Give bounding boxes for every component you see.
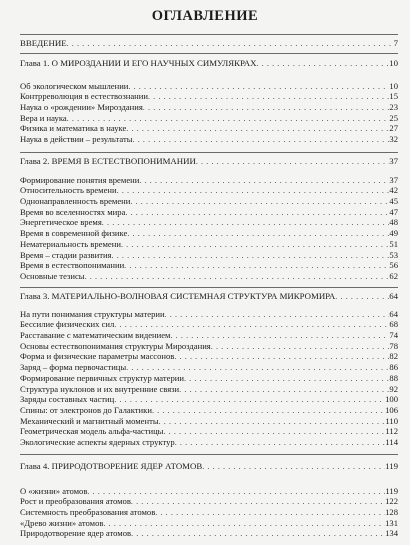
divider [20, 454, 398, 455]
toc-row[interactable] [20, 351, 398, 362]
toc-label: Форма и физические параметры массонов [20, 351, 175, 362]
toc-row-chapter-4[interactable] [20, 461, 398, 472]
dot-leader [165, 310, 390, 320]
toc-label: Основные тезисы [20, 270, 85, 281]
toc-page-number: 86 [389, 362, 398, 373]
toc-label: Природотворение ядер атомов [20, 528, 132, 539]
toc-row[interactable] [20, 185, 398, 196]
toc-page-number: 23 [389, 102, 398, 113]
toc-label: Глава 4. ПРИРОДОТВОРЕНИЕ ЯДЕР АТОМОВ [20, 461, 203, 471]
toc-page-number: 49 [389, 228, 398, 239]
toc-row[interactable] [20, 416, 398, 427]
toc-row[interactable] [20, 373, 398, 384]
chapter-4-entries [20, 486, 398, 539]
toc-page-number: 119 [385, 485, 398, 496]
toc-row[interactable] [20, 309, 398, 320]
toc-row[interactable] [20, 341, 398, 352]
toc-label: На пути понимания структуры материи [20, 308, 165, 319]
toc-label: О «жизни» атомов [20, 485, 88, 496]
toc-page-number: 37 [389, 174, 398, 185]
dot-leader [175, 438, 386, 448]
toc-page-number: 134 [385, 528, 398, 539]
dot-leader [148, 92, 389, 102]
divider [20, 152, 398, 153]
toc-page-number: 64 [389, 291, 398, 301]
toc-row[interactable] [20, 394, 398, 405]
toc-row[interactable] [20, 250, 398, 261]
toc-label: Экологические аспекты ядерных структур [20, 436, 175, 447]
toc-row[interactable] [20, 228, 398, 239]
chapter-3-entries [20, 309, 398, 448]
dot-leader [159, 417, 386, 427]
dot-leader [184, 374, 389, 384]
divider [20, 53, 398, 54]
toc-label: Время в современной физике [20, 228, 128, 239]
toc-label: Наука о «рождении» Мироздания [20, 102, 143, 113]
dot-leader [131, 497, 385, 507]
dot-leader [174, 352, 389, 362]
page-title: ОГЛАВЛЕНИЕ [151, 8, 259, 24]
dot-leader [163, 427, 385, 437]
toc-row-chapter-2[interactable] [20, 156, 398, 167]
toc-page-number: 27 [389, 123, 398, 134]
toc-row-chapter-3[interactable] [20, 291, 398, 302]
toc-row[interactable] [20, 102, 398, 113]
toc-row[interactable] [20, 496, 398, 507]
chapter-1-section [20, 58, 398, 145]
toc-row[interactable] [20, 91, 398, 102]
toc-page-number: 10 [389, 80, 398, 91]
toc-row[interactable] [20, 207, 398, 218]
toc-label: Время – стадии развития [20, 249, 112, 260]
toc-page-number: 100 [385, 394, 398, 405]
toc-page-number: 78 [389, 340, 398, 351]
toc-page-number: 128 [385, 507, 398, 518]
toc-label: Об экологическом мышлении [20, 80, 129, 91]
toc-label: Структура нуклонов и их внутренние связи [20, 383, 180, 394]
toc-row[interactable] [20, 134, 398, 145]
dot-leader [155, 508, 385, 518]
toc-page-number: 82 [389, 351, 398, 362]
toc-page-number: 45 [389, 196, 398, 207]
toc-label: Время во вселенностях мира [20, 206, 126, 217]
dot-leader [121, 240, 389, 250]
dot-leader [117, 186, 390, 196]
toc-page-number: 10 [389, 58, 398, 68]
dot-leader [127, 229, 389, 239]
toc-page-number: 47 [389, 206, 398, 217]
toc-row-intro[interactable] [20, 38, 398, 49]
toc-label: Глава 1. О МИРОЗДАНИИ И ЕГО НАУЧНЫХ СИМУЛЯКРАХ [20, 58, 257, 68]
divider [20, 287, 398, 288]
toc-row[interactable] [20, 217, 398, 228]
dot-leader [114, 320, 389, 330]
toc-label: Спины: от электронов до Галактики [20, 404, 152, 415]
toc-row[interactable] [20, 362, 398, 373]
toc-label: Формирование первичных структур материи [20, 372, 184, 383]
toc-page-number: 112 [385, 426, 398, 437]
dot-leader [131, 529, 385, 539]
toc-label: Геометрическая модель альфа-частицы [20, 426, 164, 437]
dot-leader [196, 157, 389, 167]
dot-leader [102, 218, 390, 228]
toc-label: Контрреволюция в естествознании [20, 91, 148, 102]
toc-page-number: 42 [389, 185, 398, 196]
toc-page-number: 32 [389, 134, 398, 145]
toc-row[interactable] [20, 528, 398, 539]
toc-page-number: 92 [389, 383, 398, 394]
dot-leader [126, 363, 389, 373]
toc-page-number: 48 [389, 217, 398, 228]
toc-page-number: 106 [385, 404, 398, 415]
chapter-2-section [20, 156, 398, 282]
divider [20, 34, 398, 35]
toc-label: Время в естествопонимании [20, 260, 125, 271]
toc-label: Основы естествопонимания структуры Мироздания [20, 340, 211, 351]
toc-row[interactable] [20, 518, 398, 529]
toc-page-number: 122 [385, 496, 398, 507]
toc-page-number: 68 [389, 319, 398, 330]
toc-row[interactable] [20, 81, 398, 92]
toc-row[interactable] [20, 271, 398, 282]
toc-label: Механический и магнитный моменты [20, 415, 159, 426]
toc-row[interactable] [20, 175, 398, 186]
dot-leader [85, 272, 390, 282]
toc-page-number: 114 [385, 436, 398, 447]
dot-leader [170, 331, 389, 341]
toc-label: Заряд – форма первочастицы [20, 362, 127, 373]
toc-label: Вера и наука [20, 112, 67, 123]
toc-label: Физика и математика в науке [20, 123, 127, 134]
toc-row[interactable] [20, 330, 398, 341]
dot-leader [124, 261, 389, 271]
toc-row[interactable] [20, 426, 398, 437]
dot-leader [128, 82, 389, 92]
toc-label: Энергетическое время [20, 217, 102, 228]
chapter-4-section [20, 461, 398, 539]
toc-row[interactable] [20, 507, 398, 518]
toc-row[interactable] [20, 113, 398, 124]
dot-leader [256, 59, 389, 69]
toc-page-number: 110 [385, 415, 398, 426]
toc-label: Наука в действии – результаты [20, 134, 133, 145]
dot-leader [335, 292, 389, 302]
intro-section [20, 38, 398, 49]
dot-leader [130, 197, 389, 207]
toc-page-number: 7 [393, 38, 398, 48]
toc-label: Относительность времени [20, 185, 117, 196]
dot-leader [133, 135, 390, 145]
dot-leader [114, 395, 385, 405]
toc-label: Системность преобразования атомов [20, 507, 156, 518]
toc-label: Нематериальность времени [20, 238, 121, 249]
dot-leader [67, 39, 394, 49]
dot-leader [67, 114, 390, 124]
toc-page-number: 53 [389, 249, 398, 260]
toc-label: Рост и преобразования атомов [20, 496, 131, 507]
toc-row[interactable] [20, 123, 398, 134]
chapter-2-entries [20, 175, 398, 282]
toc-row[interactable] [20, 384, 398, 395]
toc-page-number: 131 [385, 517, 398, 528]
dot-leader [126, 124, 389, 134]
toc-label: «Древо жизни» атомов [20, 517, 104, 528]
toc-page-number: 119 [385, 461, 398, 471]
chapter-3-section [20, 291, 398, 448]
toc-label: Расставание с математическим видением [20, 330, 171, 341]
toc-page-number: 88 [389, 372, 398, 383]
toc-row[interactable] [20, 260, 398, 271]
dot-leader [152, 406, 385, 416]
toc-page-number: 64 [389, 308, 398, 319]
toc-page-number: 25 [389, 112, 398, 123]
toc-page-number: 15 [389, 91, 398, 102]
toc-row[interactable] [20, 437, 398, 448]
toc-page-number: 51 [389, 238, 398, 249]
toc-row[interactable] [20, 196, 398, 207]
dot-leader [87, 487, 385, 497]
toc-label: ВВЕДЕНИЕ [20, 38, 67, 48]
toc-label: Заряды составных частиц [20, 394, 115, 405]
toc-label: Однонаправленность времени [20, 196, 131, 207]
toc-label: Формирование понятия времени [20, 174, 140, 185]
dot-leader [112, 251, 390, 261]
toc-page-number: 62 [389, 270, 398, 281]
toc-row-chapter-1[interactable] [20, 58, 398, 69]
toc-page-number: 56 [389, 260, 398, 271]
dot-leader [125, 208, 389, 218]
toc-row[interactable] [20, 486, 398, 497]
toc-row[interactable] [20, 239, 398, 250]
toc-page-number: 37 [389, 156, 398, 166]
toc-label: Глава 2. ВРЕМЯ В ЕСТЕСТВОПОНИМАНИИ [20, 156, 196, 166]
dot-leader [211, 342, 390, 352]
toc-label: Бессилие физических сил [20, 319, 115, 330]
toc-label: Глава 3. МАТЕРИАЛЬНО-ВОЛНОВАЯ СИСТЕМНАЯ СТРУКТУРА МИКРОМИРА [20, 291, 336, 301]
dot-leader [143, 103, 390, 113]
toc-page-number: 74 [389, 330, 398, 341]
chapter-1-entries [20, 81, 398, 145]
toc-row[interactable] [20, 405, 398, 416]
toc-row[interactable] [20, 319, 398, 330]
dot-leader [103, 519, 385, 529]
dot-leader [139, 176, 389, 186]
dot-leader [179, 385, 389, 395]
dot-leader [202, 462, 385, 472]
